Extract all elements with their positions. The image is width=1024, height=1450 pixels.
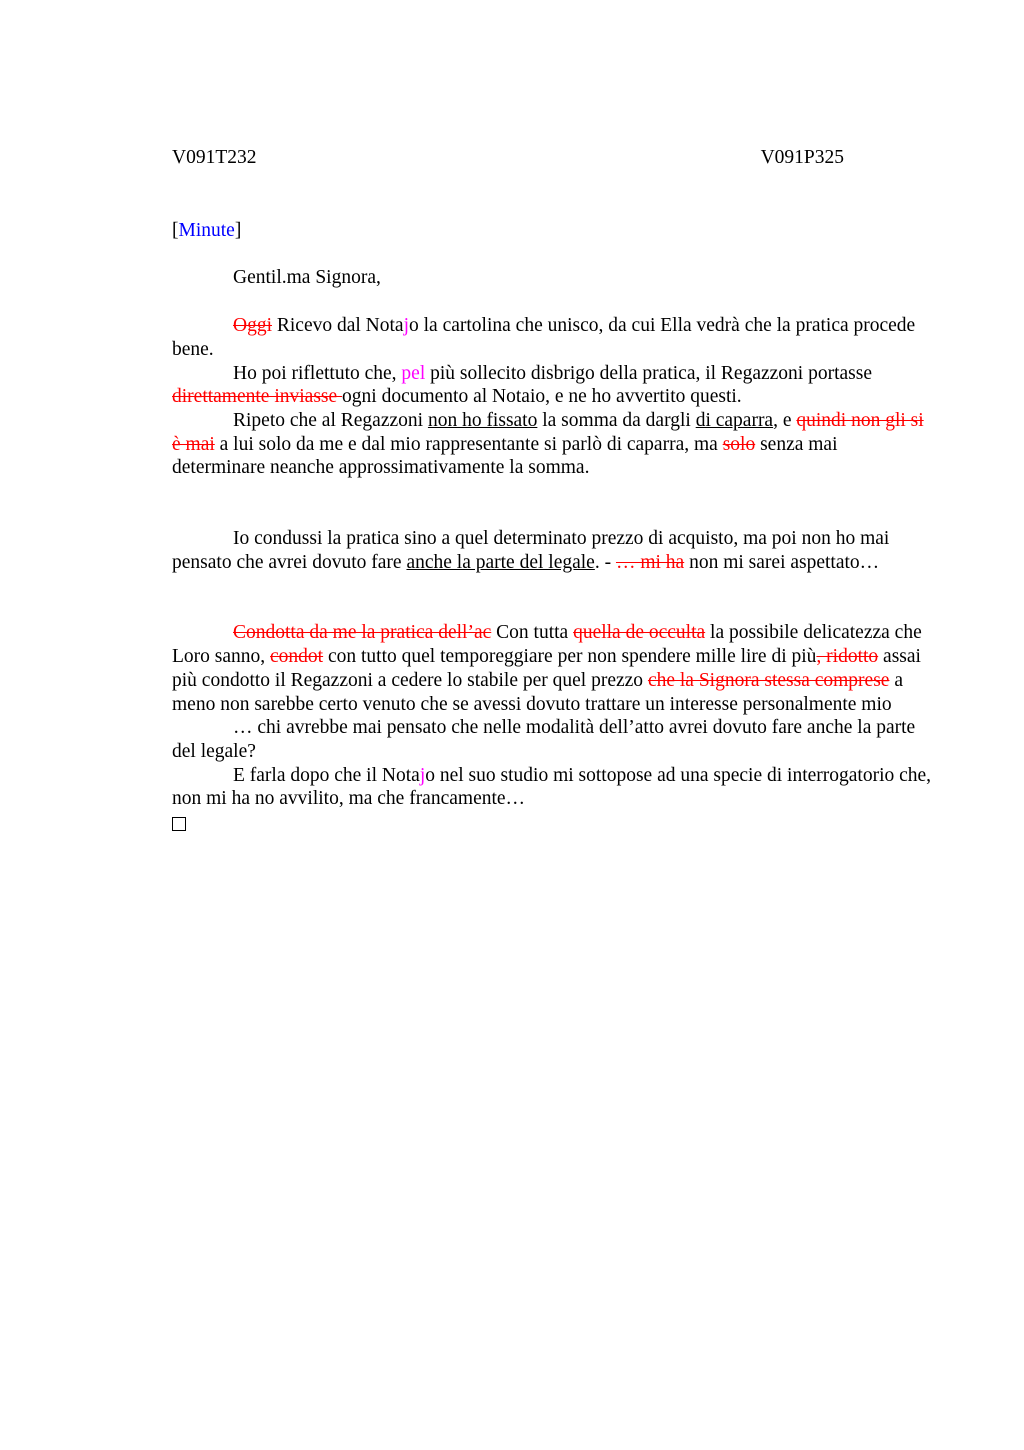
deletion: , ridotto [816,646,879,668]
paragraph-6: … chi avrebbe mai pensato che nelle modalità dell’atto avrei dovuto fare anche la parte del legale? [172,717,916,762]
text-run: ogni documento al Notaio, e ne ho avvertito questi. [342,386,742,408]
paragraph-7 [172,764,932,811]
deletion: Oggi [233,315,272,337]
text-run: , e [773,409,797,431]
paragraph-5 [172,621,932,716]
letter-page [172,146,932,838]
text-run: Ho poi riflettuto che, [233,362,402,384]
text-run: E farla dopo che il Nota [233,764,420,786]
deletion: … mi ha [615,551,685,573]
text-run: Ripeto che al Regazzoni [233,409,428,431]
salutation: Gentil.ma Signora, [233,267,381,289]
text-run: Io condussi la pratica sino a quel determinato prezzo di acquisto, ma poi non ho mai pensato che avrei dovuto fare [172,528,890,573]
text-run: Ricevo dal Nota [272,315,404,337]
text-run: o la cartolina che unisco, da cui Ella vedrà che la pratica procede bene. [172,315,916,360]
deletion: Condotta da me la pratica dell’ac [233,622,492,644]
text-run: più sollecito disbrigo della pratica, il Regazzoni portasse [425,362,872,384]
minute-label [172,219,932,243]
end-box-icon [172,811,932,838]
header-codes [172,146,844,170]
text-run: la somma da dargli [537,409,696,431]
text-run: senza mai determinare neanche approssimativamente la somma. [172,433,838,479]
text-run: . - [594,551,616,573]
deletion: quella de occulta [573,622,706,644]
text-run: o nel suo studio mi sottopose ad una specie di interrogatorio che, non mi ha no avvilito, ma che francamente… [172,764,932,810]
underlined-text: anche la parte del legale [406,551,595,573]
paragraph-2 [172,362,932,409]
text-run: con tutto quel temporeggiare per non spendere mille lire di più [323,646,817,668]
text-run: Con tutta [491,622,574,644]
text-run: non mi sarei aspettato… [684,551,880,573]
deletion: quindi non gli si è mai [172,409,924,455]
insertion: pel [401,362,426,384]
text-run: a lui solo da me e dal mio rappresentante si parlò di caparra, ma [214,433,723,455]
underlined-text: di caparra [695,409,774,431]
label-bracket-close: ] [234,219,242,241]
paragraph-1 [172,314,932,361]
underlined-text: non ho fissato [427,409,538,431]
text-run: assai più condotto il Regazzoni a cedere lo stabile per quel prezzo [172,646,921,691]
left-code: V091T232 [172,147,257,168]
right-code: V091P325 [760,147,844,168]
deletion: solo [722,433,756,455]
deletion: che la Signora stessa comprese [647,669,890,691]
insertion: j [403,315,410,337]
deletion: condot [270,646,324,668]
text-run: a meno non sarebbe certo venuto che se avessi dovuto trattare un interesse personalmente mio [172,669,903,715]
paragraph-3 [172,409,932,480]
deletion: direttamente inviasse [172,386,343,408]
label-text: Minute [178,219,235,241]
insertion: j [419,764,426,786]
text-run: la possibile delicatezza che Loro sanno, [172,622,922,668]
label-bracket-open: [ [172,219,179,241]
paragraph-4 [172,527,932,574]
